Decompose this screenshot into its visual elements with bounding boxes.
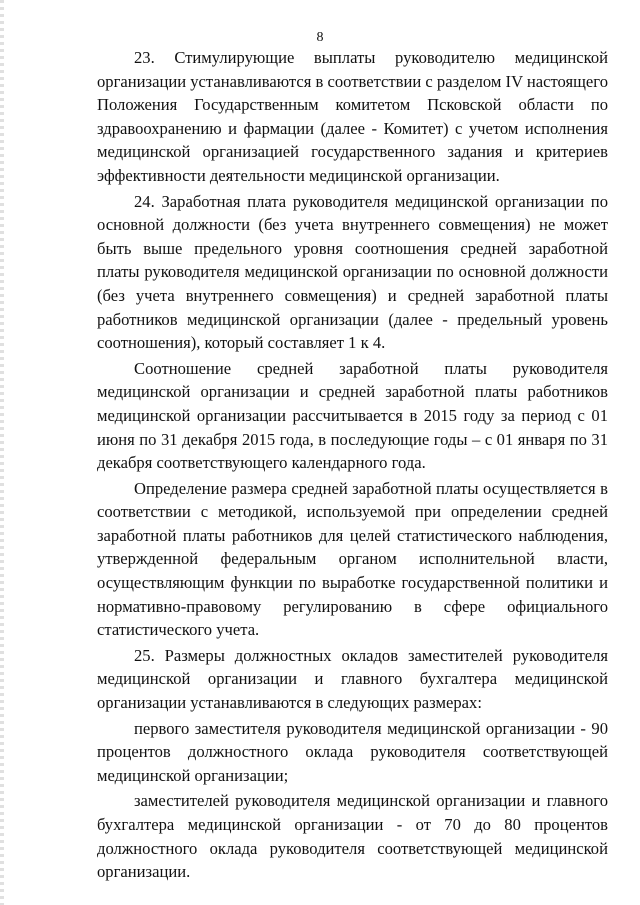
paragraph-25: 25. Размеры должностных окладов заместителей руководителя медицинской организации и главного бухгалтера медицинской организации устанавливаются в следующих размерах:: [97, 645, 608, 713]
paragraph-23: 23. Стимулирующие выплаты руководителю медицинской организации устанавливаются в соответствии с разделом IV настоящего Положения Государственным комитетом Псковской области по здравоохранению и фармации (далее - Комитет) с учетом исполнения медицинской организацией государственного задания и критериев эффективности деятельности медицинской организации.: [97, 48, 608, 185]
scan-edge-artifact: [0, 0, 4, 905]
paragraph-deputies-chief-accountant: заместителей руководителя медицинской организации и главного бухгалтера медицинской организации - от 70 до 80 процентов должностного оклада руководителя соответствующей медицинской организации.: [97, 791, 608, 882]
page-number: 8: [316, 30, 324, 45]
document-body: [97, 46, 608, 886]
paragraph-24: 24. Заработная плата руководителя медицинской организации по основной должности (без учета внутреннего совмещения) не может быть выше предельного уровня соотношения средней заработной платы руководителя медицинской организации по основной должности (без учета внутреннего совмещения) и средней заработной платы работников медицинской организации (далее - предельный уровень соотношения), который составляет 1 к 4.: [97, 191, 608, 353]
paragraph-average-salary-method: Определение размера средней заработной платы осуществляется в соответствии с методикой, используемой при определении средней заработной платы работников для целей статистического наблюдения, утвержденной федеральным органом исполнительной власти, осуществляющим функции по выработке государственной политики и нормативно-правовому регулированию в сфере официального статистического учета.: [97, 478, 608, 640]
paragraph-first-deputy: первого заместителя руководителя медицинской организации - 90 процентов должностного оклада руководителя соответствующей медицинской организации;: [97, 718, 608, 785]
paragraph-salary-ratio: Соотношение средней заработной платы руководителя медицинской организации и средней заработной платы работников медицинской организации рассчитывается в 2015 году за период с 01 июня по 31 декабря 2015 года, в последующие годы – с 01 января по 31 декабря соответствующего календарного года.: [97, 358, 608, 473]
